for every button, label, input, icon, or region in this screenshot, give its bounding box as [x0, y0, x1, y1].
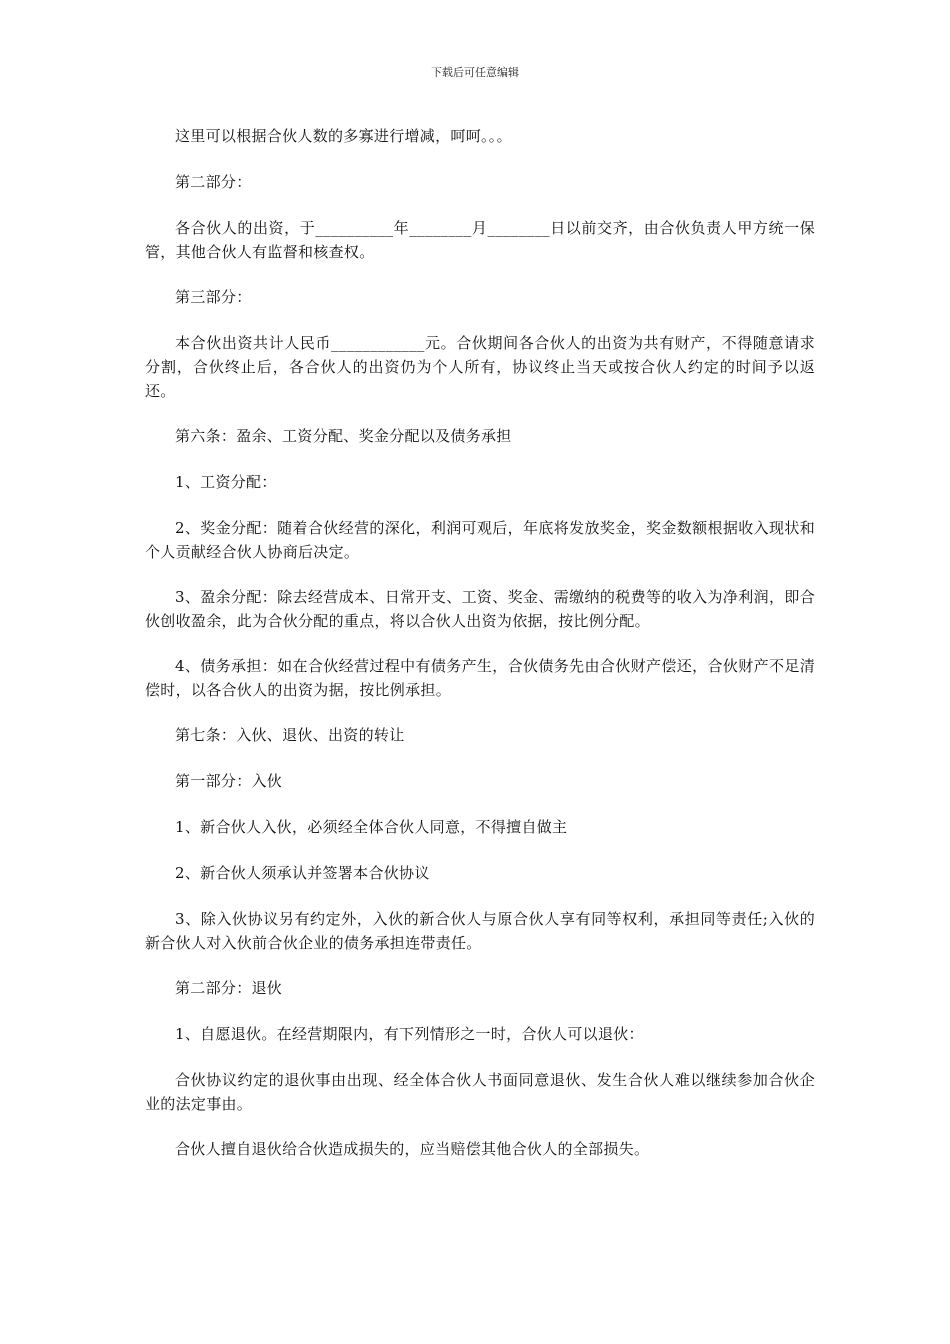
list-item: 1、新合伙人入伙，必须经全体合伙人同意，不得擅自做主 — [175, 818, 568, 836]
article-heading: 第七条：入伙、退伙、出资的转让 — [175, 726, 405, 744]
paragraph: 本合伙出资共计人民币____________元。合伙期间各合伙人的出资为共有财产，不得随意请求分割，合伙终止后，各合伙人的出资仍为个人所有，协议终止当天或按合伙人约定的时间予以返还。 — [145, 334, 815, 400]
paragraph: 各合伙人的出资，于__________年________月________日以前交齐，由合伙负责人甲方统一保管，其他合伙人有监督和核查权。 — [145, 219, 815, 261]
document-body — [145, 124, 815, 1183]
section-heading: 第一部分：入伙 — [175, 772, 283, 790]
list-item: 3、除入伙协议另有约定外，入伙的新合伙人与原合伙人享有同等权利，承担同等责任;入伙的新合伙人对入伙前合伙企业的债务承担连带责任。 — [145, 910, 815, 952]
section-heading: 第二部分：退伙 — [175, 979, 283, 997]
list-item: 3、盈余分配：除去经营成本、日常开支、工资、奖金、需缴纳的税费等的收入为净利润，即合伙创收盈余，此为合伙分配的重点，将以合伙人出资为依据，按比例分配。 — [145, 588, 815, 630]
paragraph: 合伙协议约定的退伙事由出现、经全体合伙人书面同意退伙、发生合伙人难以继续参加合伙企业的法定事由。 — [145, 1071, 815, 1113]
paragraph: 这里可以根据合伙人数的多寡进行增减，呵呵。。。 — [175, 127, 512, 145]
list-item: 2、奖金分配：随着合伙经营的深化，利润可观后，年底将发放奖金，奖金数额根据收入现状和个人贡献经合伙人协商后决定。 — [145, 519, 815, 561]
paragraph: 合伙人擅自退伙给合伙造成损失的，应当赔偿其他合伙人的全部损失。 — [175, 1140, 650, 1158]
page-header: 下载后可任意编辑 — [431, 66, 519, 79]
article-heading: 第六条：盈余、工资分配、奖金分配以及债务承担 — [175, 427, 512, 445]
section-heading: 第二部分： — [175, 173, 252, 191]
list-item: 1、自愿退伙。在经营期限内，有下列情形之一时，合伙人可以退伙： — [175, 1025, 644, 1043]
list-item: 2、新合伙人须承认并签署本合伙协议 — [175, 864, 430, 882]
section-heading: 第三部分： — [175, 288, 252, 306]
list-item: 1、工资分配： — [175, 473, 277, 491]
list-item: 4、债务承担：如在合伙经营过程中有债务产生，合伙债务先由合伙财产偿还，合伙财产不足清偿时，以各合伙人的出资为据，按比例承担。 — [145, 657, 815, 699]
